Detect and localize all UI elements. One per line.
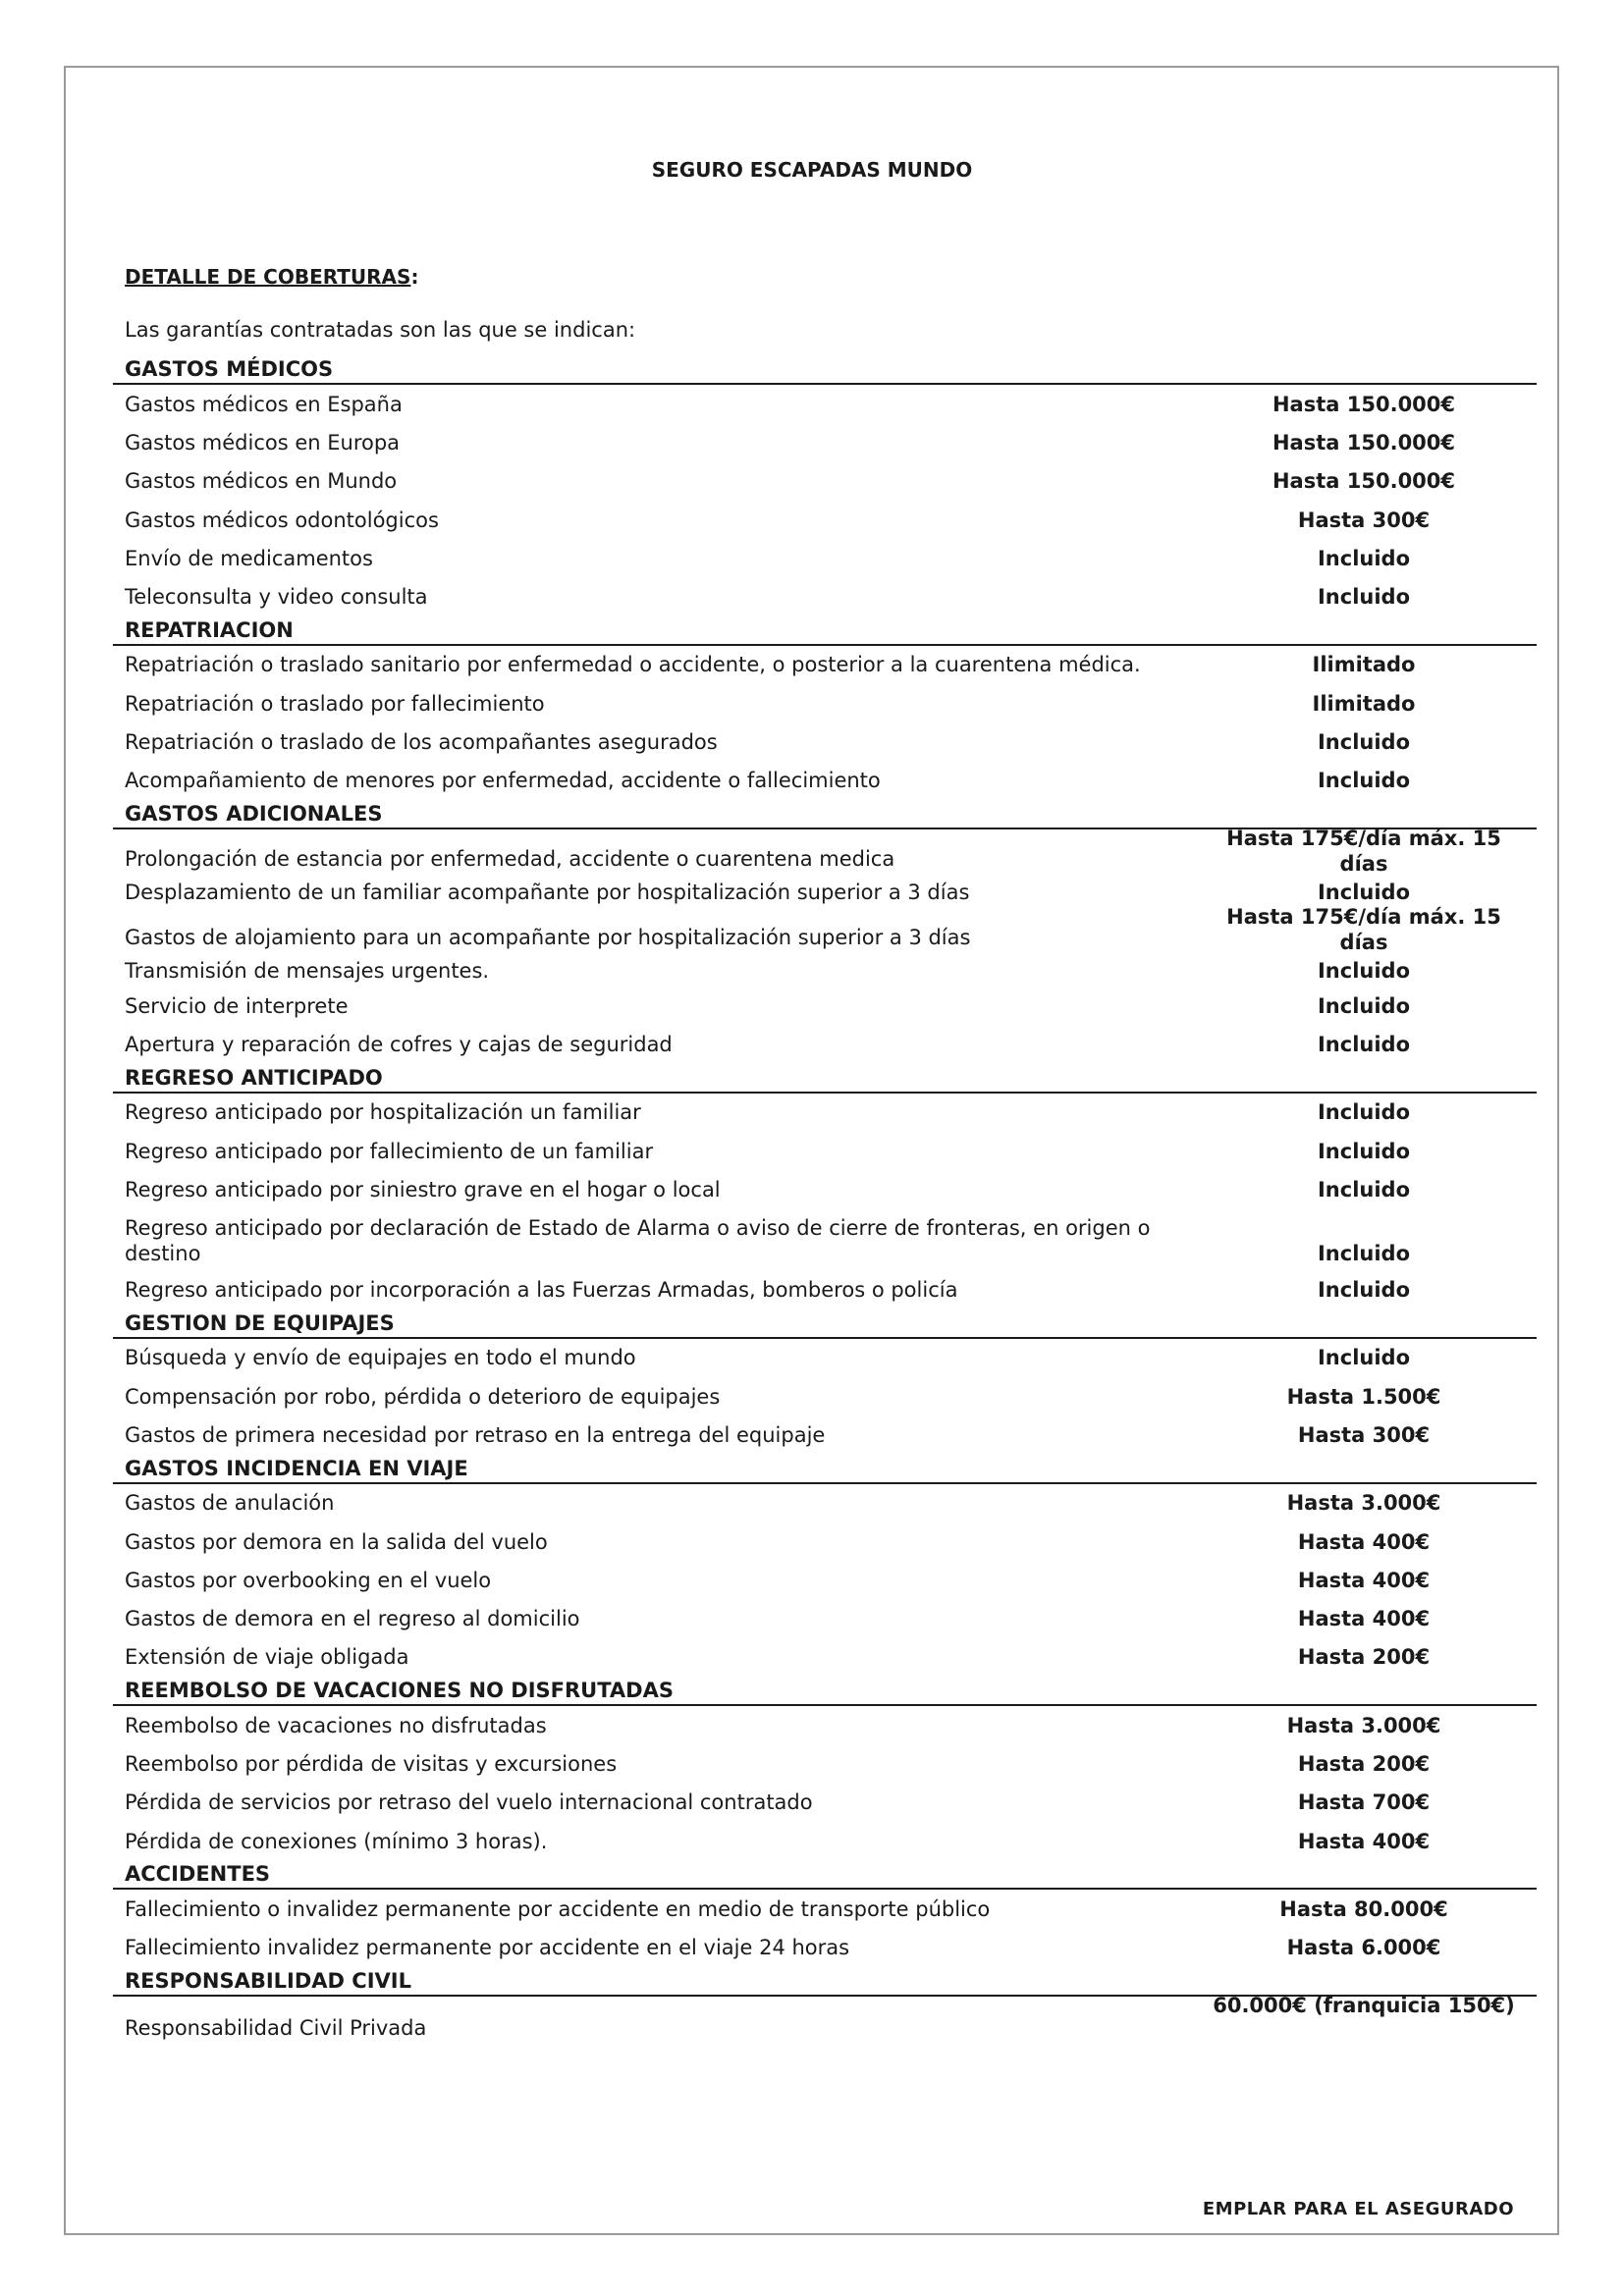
row-value: Hasta 300€ bbox=[1297, 1422, 1431, 1447]
row-value: Incluido bbox=[1317, 1177, 1411, 1201]
section-repatriacion bbox=[113, 616, 1537, 800]
table-row bbox=[113, 1993, 1537, 2045]
section-title: REPATRIACION bbox=[113, 616, 1537, 646]
row-value: Incluido bbox=[1317, 1242, 1411, 1266]
table-row bbox=[113, 684, 1537, 722]
section-gastos-incidencia bbox=[113, 1455, 1537, 1677]
row-label: Gastos por overbooking en el vuelo bbox=[125, 1568, 492, 1592]
section-reembolso-vacaciones bbox=[113, 1677, 1537, 1860]
row-value: Hasta 400€ bbox=[1297, 1568, 1431, 1592]
table-row bbox=[113, 722, 1537, 761]
section-title: REGRESO ANTICIPADO bbox=[113, 1064, 1537, 1094]
table-row bbox=[113, 1339, 1537, 1377]
table-row bbox=[113, 1744, 1537, 1783]
section-gastos-medicos bbox=[113, 355, 1537, 616]
coverage-table bbox=[113, 355, 1537, 2045]
row-label: Repatriación o traslado de los acompañantes asegurados bbox=[125, 730, 718, 755]
row-label: Gastos médicos en Mundo bbox=[125, 469, 398, 494]
row-value: Hasta 1.500€ bbox=[1286, 1384, 1441, 1409]
section-title: GASTOS INCIDENCIA EN VIAJE bbox=[113, 1455, 1537, 1484]
footer-note: EMPLAR PARA EL ASEGURADO bbox=[1202, 2199, 1514, 2219]
table-row bbox=[113, 1170, 1537, 1208]
row-label: Extensión de viaje obligada bbox=[125, 1645, 409, 1670]
table-row bbox=[113, 1415, 1537, 1454]
row-value: Incluido bbox=[1317, 546, 1411, 570]
table-row bbox=[113, 826, 1537, 878]
row-label: Gastos médicos en España bbox=[125, 392, 403, 416]
row-label: Compensación por robo, pérdida o deterioro de equipajes bbox=[125, 1384, 721, 1409]
row-value: Hasta 300€ bbox=[1297, 507, 1431, 532]
intro-text: Las garantías contratadas son las que se indican: bbox=[125, 318, 636, 342]
coverage-heading bbox=[125, 265, 418, 289]
row-value: Hasta 3.000€ bbox=[1286, 1713, 1441, 1737]
row-value: Incluido bbox=[1317, 1346, 1411, 1370]
row-label: Teleconsulta y video consulta bbox=[125, 585, 428, 610]
row-label: Prolongación de estancia por enfermedad, accidente o cuarentena medica bbox=[125, 846, 895, 871]
row-value: Hasta 200€ bbox=[1297, 1645, 1431, 1670]
row-label: Regreso anticipado por declaración de Estado de Alarma o aviso de cierre de fronteras, en origen o destino bbox=[125, 1216, 1151, 1266]
table-row bbox=[113, 1822, 1537, 1860]
row-value: Hasta 3.000€ bbox=[1286, 1491, 1441, 1516]
row-label: Reembolso de vacaciones no disfrutadas bbox=[125, 1713, 547, 1737]
row-label: Reembolso por pérdida de visitas y excursiones bbox=[125, 1752, 618, 1777]
row-label: Transmisión de mensajes urgentes. bbox=[125, 959, 490, 984]
row-label: Gastos de alojamiento para un acompañante por hospitalización superior a 3 días bbox=[125, 925, 971, 949]
row-label: Fallecimiento invalidez permanente por accidente en el viaje 24 horas bbox=[125, 1936, 850, 1960]
row-label: Acompañamiento de menores por enfermedad, accidente o fallecimiento bbox=[125, 769, 881, 793]
table-row bbox=[113, 1600, 1537, 1638]
table-row bbox=[113, 1929, 1537, 1967]
row-label: Búsqueda y envío de equipajes en todo el mundo bbox=[125, 1346, 636, 1370]
row-value: 60.000€ (franquicia 150€) bbox=[1213, 1993, 1515, 2017]
row-label: Repatriación o traslado sanitario por enfermedad o accidente, o posterior a la cuarentena médica. bbox=[125, 653, 1141, 677]
row-label: Fallecimiento o invalidez permanente por accidente en medio de transporte público bbox=[125, 1896, 991, 1921]
row-value: Hasta 150.000€ bbox=[1272, 469, 1456, 494]
table-row bbox=[113, 1784, 1537, 1822]
table-row bbox=[113, 462, 1537, 501]
row-value: Incluido bbox=[1317, 585, 1411, 610]
section-title: REEMBOLSO DE VACACIONES NO DISFRUTADAS bbox=[113, 1677, 1537, 1706]
row-value: Hasta 175€/día máx. 15 días bbox=[1226, 904, 1501, 954]
row-value: Ilimitado bbox=[1312, 653, 1416, 677]
coverage-heading-text: DETALLE DE COBERTURAS bbox=[125, 265, 411, 289]
row-value: Incluido bbox=[1317, 730, 1411, 755]
section-accidentes bbox=[113, 1860, 1537, 1967]
table-row bbox=[113, 577, 1537, 615]
table-row bbox=[113, 1522, 1537, 1561]
row-value: Hasta 150.000€ bbox=[1272, 392, 1456, 416]
section-title: RESPONSABILIDAD CIVIL bbox=[113, 1967, 1537, 1997]
row-label: Pérdida de servicios por retraso del vuelo internacional contratado bbox=[125, 1790, 813, 1815]
section-regreso-anticipado bbox=[113, 1064, 1537, 1309]
section-gestion-equipajes bbox=[113, 1309, 1537, 1455]
table-row bbox=[113, 1094, 1537, 1132]
table-row bbox=[113, 1208, 1537, 1270]
row-label: Regreso anticipado por incorporación a las Fuerzas Armadas, bomberos o policía bbox=[125, 1278, 958, 1303]
table-row bbox=[113, 646, 1537, 684]
section-title: GASTOS MÉDICOS bbox=[113, 355, 1537, 385]
row-value: Incluido bbox=[1317, 769, 1411, 793]
row-value: Incluido bbox=[1317, 1139, 1411, 1163]
table-row bbox=[113, 539, 1537, 577]
table-row bbox=[113, 1561, 1537, 1599]
row-value: Hasta 80.000€ bbox=[1279, 1896, 1448, 1921]
row-value: Hasta 6.000€ bbox=[1286, 1936, 1441, 1960]
row-label: Regreso anticipado por hospitalización un familiar bbox=[125, 1100, 641, 1125]
section-responsabilidad-civil bbox=[113, 1967, 1537, 2045]
table-row bbox=[113, 904, 1537, 956]
row-value: Hasta 150.000€ bbox=[1272, 430, 1456, 454]
table-row bbox=[113, 1270, 1537, 1308]
document-title: SEGURO ESCAPADAS MUNDO bbox=[651, 158, 973, 182]
row-label: Repatriación o traslado por fallecimiento bbox=[125, 691, 545, 716]
row-label: Servicio de interprete bbox=[125, 993, 349, 1018]
row-label: Pérdida de conexiones (mínimo 3 horas). bbox=[125, 1829, 548, 1853]
row-value: Hasta 400€ bbox=[1297, 1607, 1431, 1631]
table-row bbox=[113, 1377, 1537, 1415]
row-value: Incluido bbox=[1317, 1100, 1411, 1125]
row-label: Gastos de anulación bbox=[125, 1491, 335, 1516]
coverage-heading-colon: : bbox=[410, 265, 419, 289]
row-label: Gastos por demora en la salida del vuelo bbox=[125, 1529, 548, 1554]
section-title: GASTOS ADICIONALES bbox=[113, 800, 1537, 829]
row-value: Hasta 200€ bbox=[1297, 1752, 1431, 1777]
table-row bbox=[113, 762, 1537, 800]
table-row bbox=[113, 987, 1537, 1025]
row-value: Hasta 175€/día máx. 15 días bbox=[1226, 826, 1501, 876]
row-value: Incluido bbox=[1317, 993, 1411, 1018]
table-row bbox=[113, 423, 1537, 461]
row-value: Incluido bbox=[1317, 1278, 1411, 1303]
row-value: Hasta 400€ bbox=[1297, 1829, 1431, 1853]
row-value: Incluido bbox=[1317, 959, 1411, 984]
row-label: Gastos de primera necesidad por retraso en la entrega del equipaje bbox=[125, 1422, 826, 1447]
section-title: ACCIDENTES bbox=[113, 1860, 1537, 1890]
table-row bbox=[113, 1484, 1537, 1522]
row-value: Hasta 700€ bbox=[1297, 1790, 1431, 1815]
table-row bbox=[113, 385, 1537, 423]
table-row bbox=[113, 1890, 1537, 1928]
row-label: Apertura y reparación de cofres y cajas de seguridad bbox=[125, 1032, 673, 1056]
row-label: Regreso anticipado por fallecimiento de un familiar bbox=[125, 1139, 654, 1163]
row-label: Envío de medicamentos bbox=[125, 546, 373, 570]
row-label: Gastos de demora en el regreso al domicilio bbox=[125, 1607, 580, 1631]
section-gastos-adicionales bbox=[113, 800, 1537, 1064]
row-label: Desplazamiento de un familiar acompañante por hospitalización superior a 3 días bbox=[125, 881, 970, 905]
row-value: Hasta 400€ bbox=[1297, 1529, 1431, 1554]
table-row bbox=[113, 956, 1537, 987]
row-label: Gastos médicos odontológicos bbox=[125, 507, 439, 532]
table-row bbox=[113, 501, 1537, 539]
table-row bbox=[113, 1025, 1537, 1063]
row-value: Incluido bbox=[1317, 881, 1411, 905]
row-label: Responsabilidad Civil Privada bbox=[125, 2015, 427, 2040]
table-row bbox=[113, 1638, 1537, 1677]
table-row bbox=[113, 1132, 1537, 1170]
row-value: Incluido bbox=[1317, 1032, 1411, 1056]
row-value: Ilimitado bbox=[1312, 691, 1416, 716]
table-row bbox=[113, 1706, 1537, 1744]
row-label: Gastos médicos en Europa bbox=[125, 430, 401, 454]
section-title: GESTION DE EQUIPAJES bbox=[113, 1309, 1537, 1339]
row-label: Regreso anticipado por siniestro grave en el hogar o local bbox=[125, 1177, 721, 1201]
